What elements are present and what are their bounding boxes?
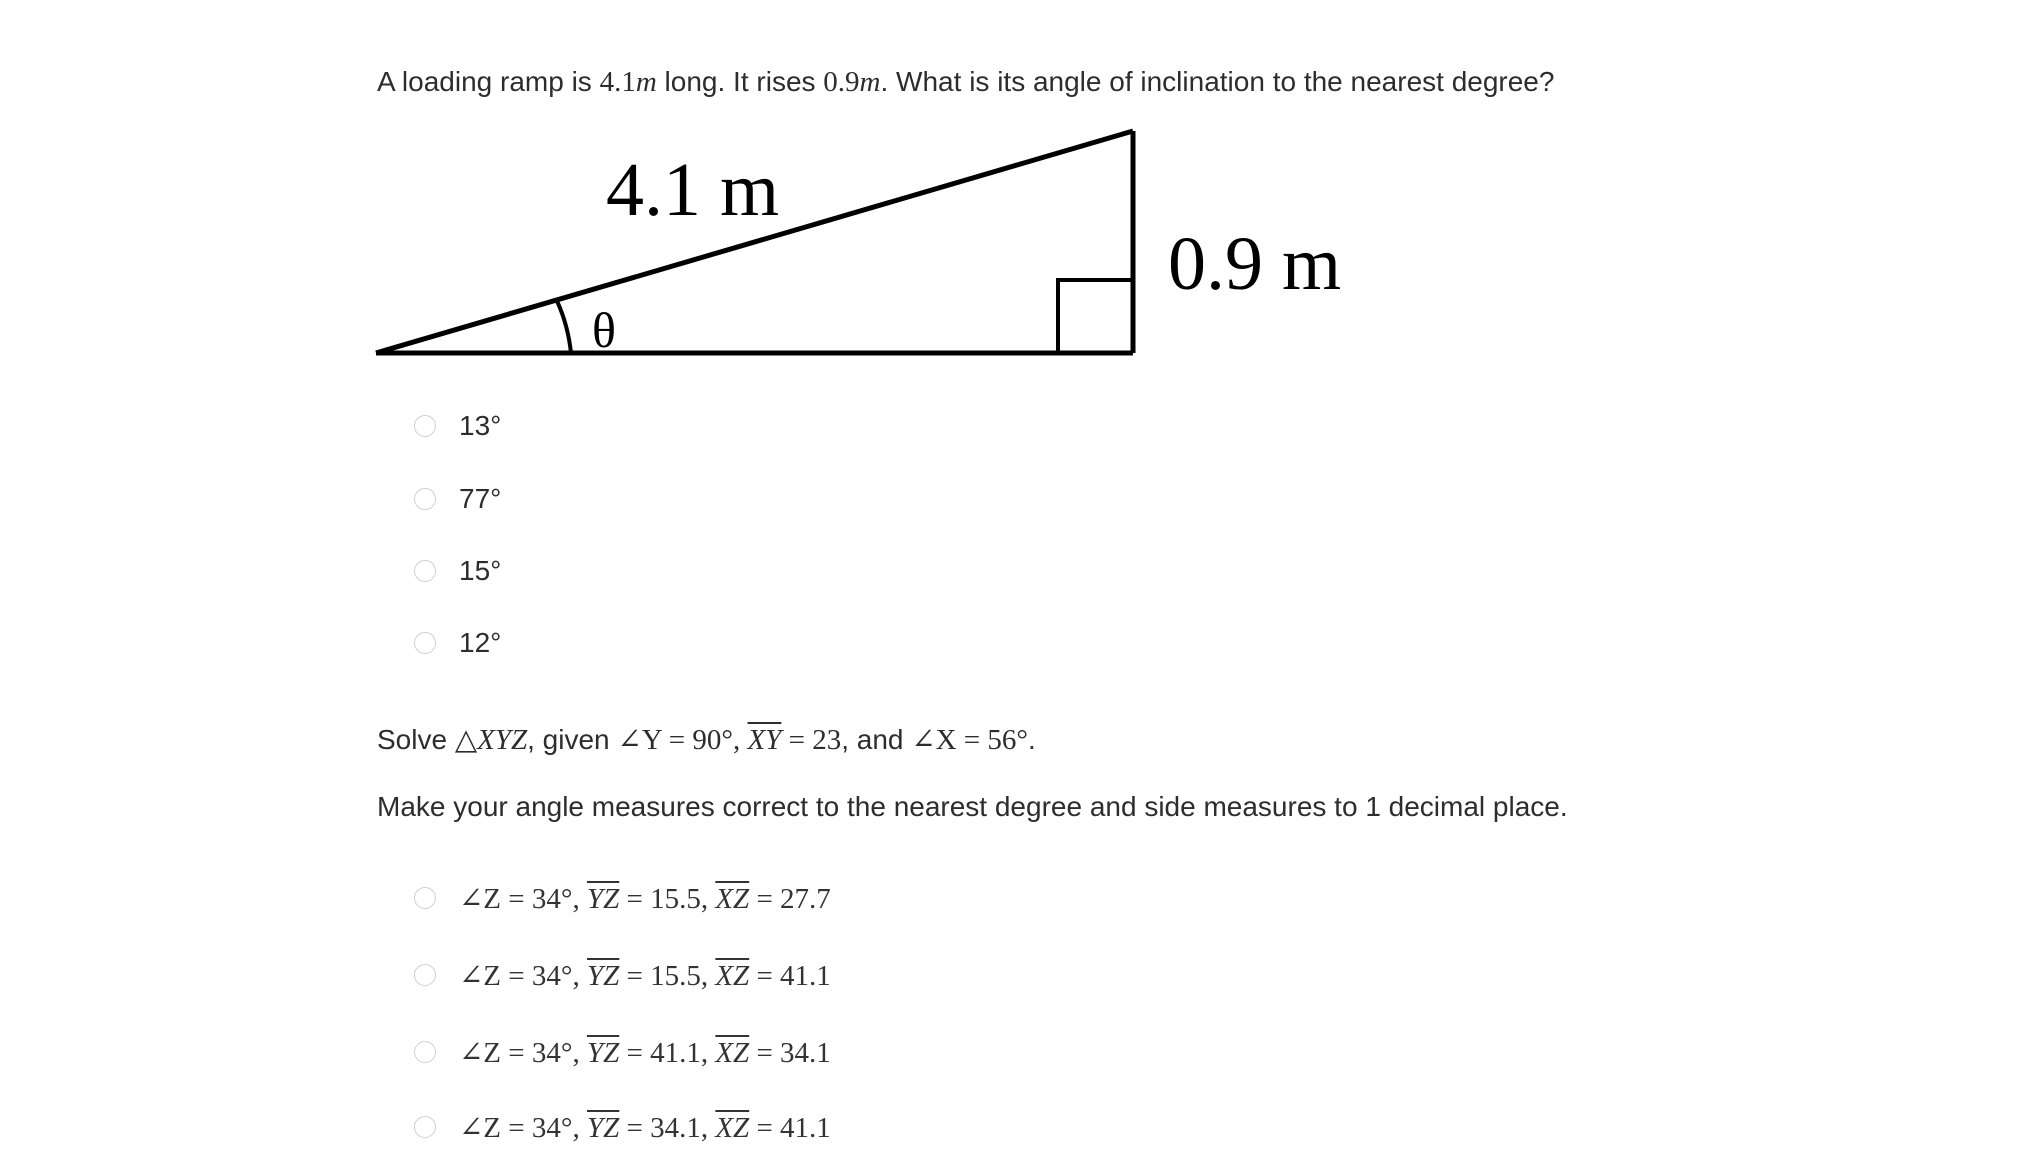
option-label: 12° [459, 627, 502, 658]
radio-button[interactable] [414, 488, 436, 510]
q1-option-3[interactable] [414, 551, 501, 591]
hypotenuse-label: 4.1 m [606, 148, 780, 232]
question-2-prompt [377, 722, 1036, 758]
triangle-name: △XYZ [454, 724, 528, 756]
side-xy-name: $\overline{XY}$ [747, 724, 782, 756]
q2-option-4[interactable] [414, 1107, 831, 1147]
radio-button[interactable] [414, 1116, 436, 1138]
radio-button[interactable] [414, 887, 436, 909]
q2-option-1[interactable] [414, 878, 831, 918]
option-label: ∠Z = 34°, $\overline{YZ} = 41.1$, $\overline{XZ} = 34.1$ [459, 1036, 831, 1069]
radio-button[interactable] [414, 415, 436, 437]
option-label: ∠Z = 34°, $\overline{YZ} = 15.5$, $\overline{XZ} = 41.1$ [459, 959, 831, 992]
radio-button[interactable] [414, 1041, 436, 1063]
ramp-triangle-figure [370, 125, 1380, 365]
question-2-instruction: Make your angle measures correct to the nearest degree and side measures to 1 decimal place. [377, 791, 1568, 822]
prompt-text: long. It rises [656, 66, 824, 97]
option-label: ∠Z = 34°, $\overline{YZ} = 34.1$, $\overline{XZ} = 41.1$ [459, 1111, 831, 1144]
angle-y-value: ∠Y = 90° [617, 724, 734, 756]
option-label: ∠Z = 34°, $\overline{YZ} = 15.5$, $\overline{XZ} = 27.7$ [459, 882, 831, 915]
angle-arc [557, 301, 571, 353]
length-value: 4.1m [599, 66, 657, 98]
prompt-text: A loading ramp is [377, 66, 600, 97]
question-1-prompt [377, 64, 1554, 100]
q1-option-2[interactable] [414, 479, 501, 519]
prompt-text: . [1027, 724, 1036, 755]
side-xy-value: = 23 [781, 724, 842, 756]
radio-button[interactable] [414, 560, 436, 582]
q2-option-2[interactable] [414, 955, 831, 995]
prompt-text: . What is its angle of inclination to the nearest degree? [880, 66, 1555, 97]
rise-value: 0.9m [823, 66, 881, 98]
option-label: 15° [459, 555, 502, 586]
q1-option-4[interactable] [414, 623, 501, 663]
angle-x-value: ∠X = 56° [911, 724, 1028, 756]
radio-button[interactable] [414, 632, 436, 654]
prompt-text: , and [841, 724, 912, 755]
prompt-text: Solve [377, 724, 455, 755]
option-label: 77° [459, 483, 502, 514]
q1-option-1[interactable] [414, 406, 501, 446]
angle-theta-label: θ [592, 302, 616, 358]
prompt-text: , given [527, 724, 618, 755]
q2-option-3[interactable] [414, 1032, 831, 1072]
option-label: 13° [459, 410, 502, 441]
right-angle-marker [1058, 280, 1133, 353]
side-label: 0.9 m [1168, 222, 1342, 306]
radio-button[interactable] [414, 964, 436, 986]
separator: , [733, 724, 748, 756]
